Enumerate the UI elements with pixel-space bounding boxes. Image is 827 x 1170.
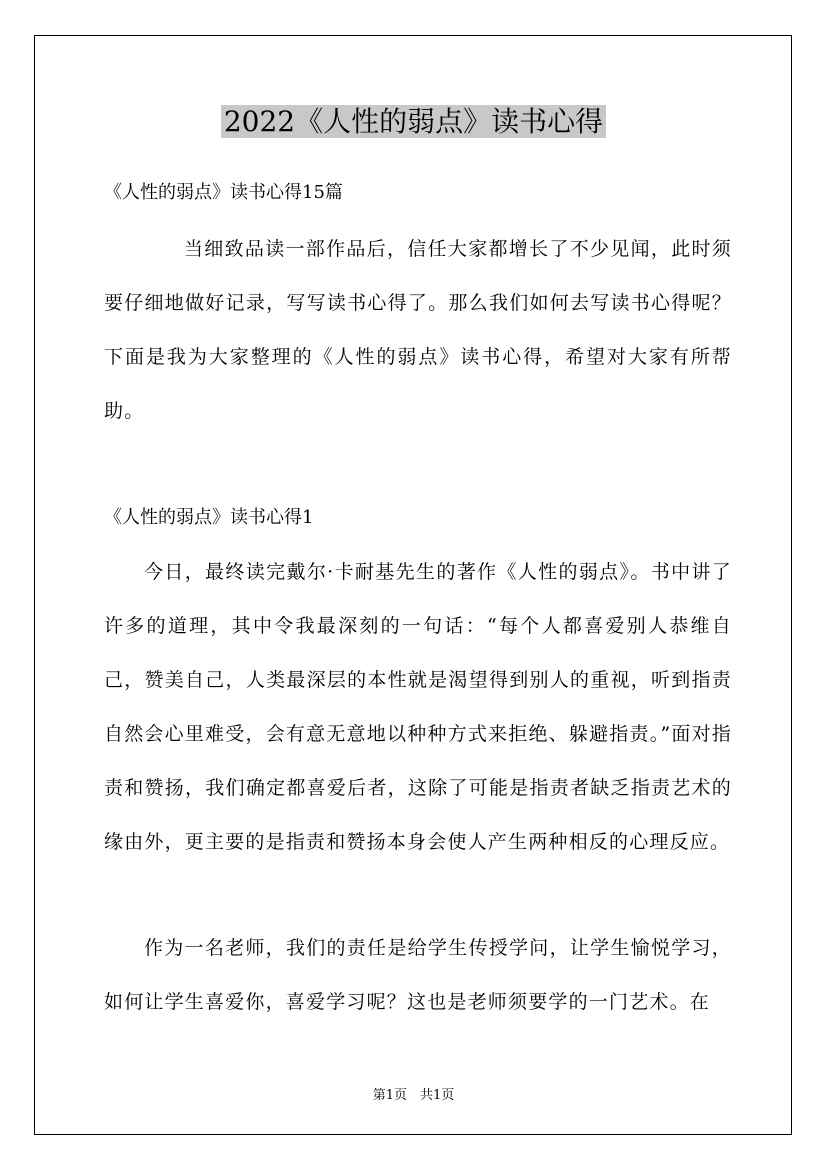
- document-title: [0, 102, 827, 142]
- section-heading: 《人性的弱点》读书心得1: [104, 507, 314, 528]
- document-subtitle: 《人性的弱点》读书心得15篇: [104, 182, 343, 203]
- intro-paragraph: 当细致品读一部作品后，信任大家都增长了不少见闻，此时须要仔细地做好记录，写写读书心得了。那么我们如何去写读书心得呢？下面是我为大家整理的《人性的弱点》读书心得，希望对大家有所帮助。: [104, 238, 732, 422]
- page-footer: 第1页 共1页: [372, 1088, 455, 1103]
- title-text: 2022《人性的弱点》读书心得: [221, 105, 606, 138]
- body-paragraph-2: 作为一名老师，我们的责任是给学生传授学问，让学生愉悦学习，如何让学生喜爱你，喜爱学习呢？这也是老师须要学的一门艺术。在: [104, 937, 732, 1013]
- body-paragraph-1: 今日，最终读完戴尔·卡耐基先生的著作《人性的弱点》。书中讲了许多的道理，其中令我最深刻的一句话：“每个人都喜爱别人恭维自己，赞美自己，人类最深层的本性就是渴望得到别人的重视，听到指责自然会心里难受，会有意无意地以种种方式来拒绝、躲避指责。”面对指责和赞扬，我们确定都喜爱后者，这除了可能是指责者缺乏指责艺术的缘由外，更主要的是指责和赞扬本身会使人产生两种相反的心理反应。: [104, 561, 732, 853]
